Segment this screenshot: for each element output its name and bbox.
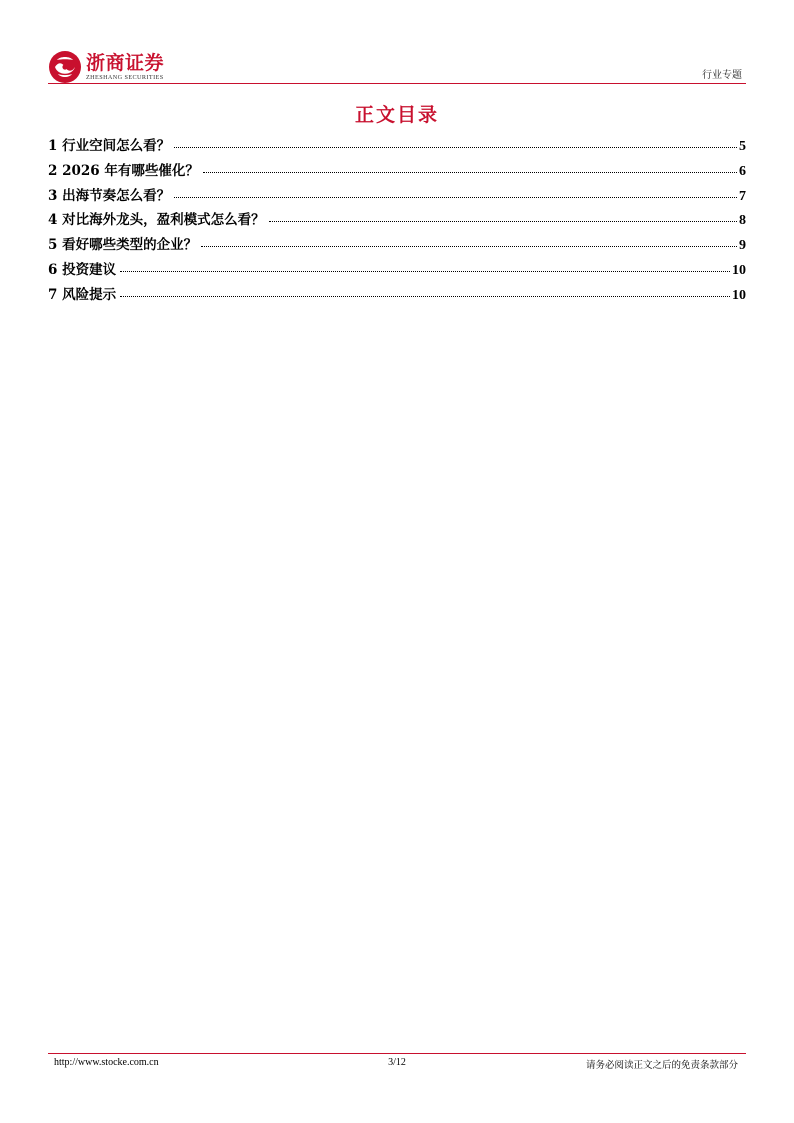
toc-entry-label: 2 2026 年有哪些催化？ [48, 162, 199, 179]
toc-entry-page: 8 [739, 213, 746, 229]
toc-entry-5[interactable] [48, 233, 746, 258]
toc-entry-6[interactable] [48, 258, 746, 283]
toc-title: 正文目录 [354, 104, 439, 126]
toc-leader-dots [120, 296, 730, 297]
toc-entry-label: 6 投资建议 [48, 261, 117, 278]
toc-leader-dots [174, 197, 737, 198]
footer-disclaimer-note: 请务必阅读正文之后的免责条款部分 [585, 1060, 738, 1071]
toc-leader-dots [174, 147, 737, 148]
page-footer [48, 1057, 746, 1071]
toc-leader-dots [120, 271, 730, 272]
logo-chinese-name: 浙商证券 [86, 52, 165, 74]
toc-entry-label: 5 看好哪些类型的企业？ [48, 237, 198, 254]
footer-divider [48, 1053, 746, 1054]
toc-entry-3[interactable] [48, 184, 746, 209]
toc-entry-7[interactable] [48, 283, 746, 308]
toc-entry-4[interactable] [48, 208, 746, 233]
logo-english-name: ZHESHANG SECURITIES [86, 74, 164, 81]
toc-leader-dots [269, 221, 737, 222]
toc-entry-page: 7 [739, 188, 746, 204]
toc-leader-dots [201, 246, 737, 247]
table-of-contents [48, 134, 746, 308]
toc-leader-dots [203, 172, 737, 173]
toc-entry-2[interactable] [48, 159, 746, 184]
toc-entry-label: 1 行业空间怎么看？ [48, 138, 171, 154]
toc-entry-label: 3 出海节奏怎么看？ [48, 187, 171, 204]
company-logo [48, 48, 164, 86]
toc-entry-label: 4 对比海外龙头，盈利模式怎么看？ [48, 212, 265, 229]
page-header [48, 48, 746, 86]
footer-website-link[interactable]: http://www.stocke.com.cn [54, 1057, 159, 1068]
toc-entry-page: 5 [739, 139, 746, 154]
toc-entry-page: 10 [732, 262, 746, 278]
toc-entry-page: 6 [739, 163, 746, 179]
toc-entry-page: 9 [739, 238, 746, 254]
toc-entry-label: 7 风险提示 [48, 286, 117, 303]
report-category-tag: 行业专题 [702, 70, 742, 81]
toc-entry-1[interactable] [48, 134, 746, 159]
zheshang-logo-icon [48, 50, 82, 84]
header-divider [48, 83, 746, 84]
toc-entry-page: 10 [732, 287, 746, 303]
footer-page-number: 3/12 [388, 1057, 406, 1068]
